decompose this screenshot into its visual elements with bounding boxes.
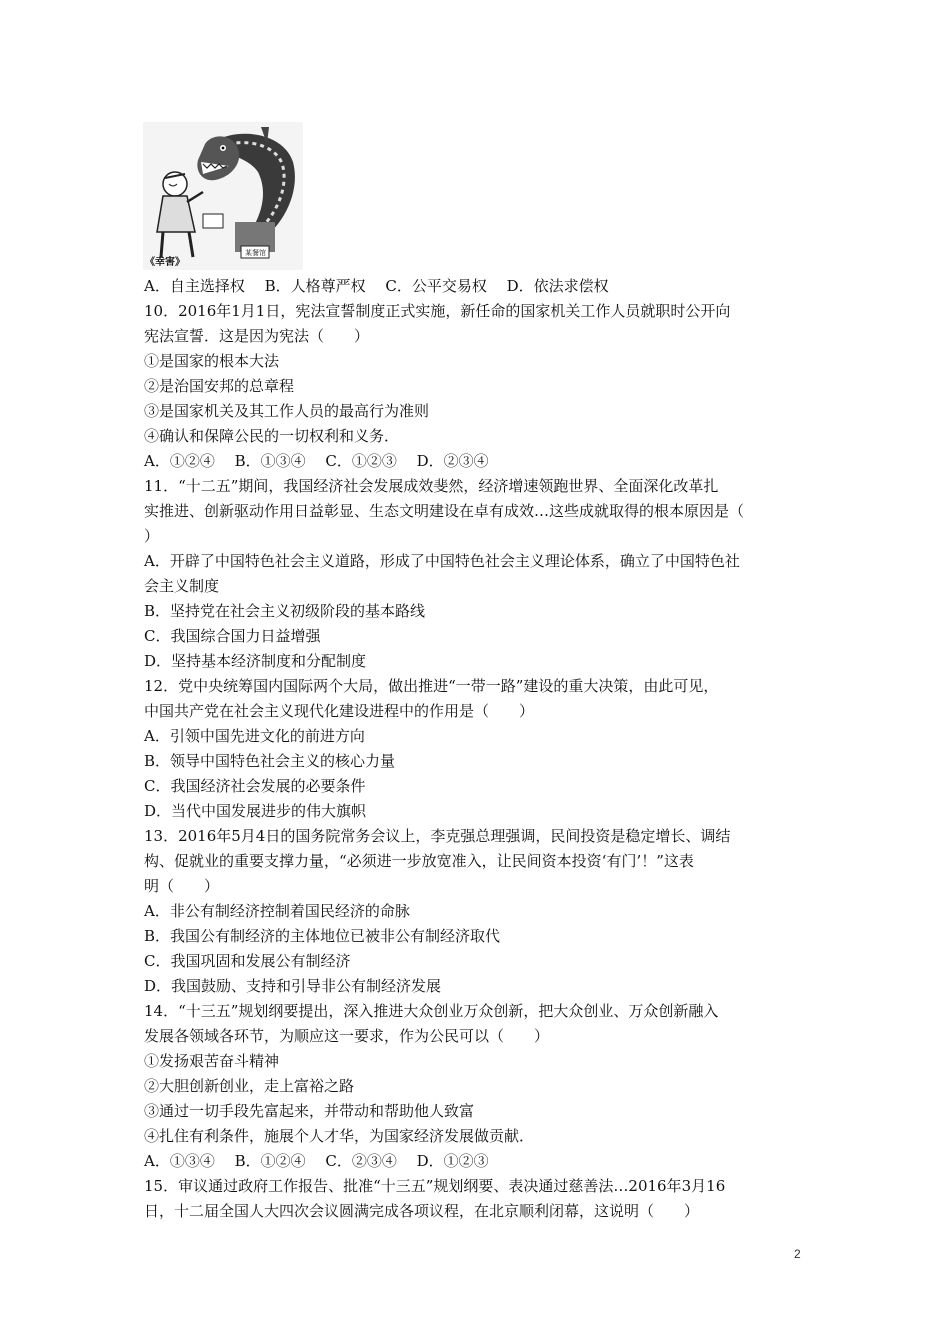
document-body <box>144 274 809 1224</box>
q11-option: D．坚持基本经济制度和分配制度 <box>144 652 367 670</box>
q12-stem-line: 12．党中央统筹国内国际两个大局，做出推进“一带一路”建设的重大决策，由此可见， <box>144 677 719 695</box>
q14-stem-line: 发展各领域各环节，为顺应这一要求，作为公民可以（ ） <box>144 1027 550 1045</box>
q10-item: ②是治国安邦的总章程 <box>144 377 295 395</box>
q13-option: C．我国巩固和发展公有制经济 <box>144 952 351 970</box>
q12-option: D．当代中国发展进步的伟大旗帜 <box>144 802 367 820</box>
q13-stem-line: 13．2016年5月4日的国务院常务会议上，李克强总理强调，民间投资是稳定增长、调结 <box>144 827 731 845</box>
q13-option: B．我国公有制经济的主体地位已被非公有制经济取代 <box>144 927 501 945</box>
q14-item: ③通过一切手段先富起来，并带动和帮助他人致富 <box>144 1102 475 1120</box>
q13-option: A．非公有制经济控制着国民经济的命脉 <box>144 902 410 920</box>
q12-option: A．引领中国先进文化的前进方向 <box>144 727 365 745</box>
cartoon-illustration <box>143 122 303 270</box>
q15-stem-line: 日，十二届全国人大四次会议圆满完成各项议程，在北京顺利闭幕，这说明（ ） <box>144 1202 700 1220</box>
q14-item: ④扎住有利条件，施展个人才华，为国家经济发展做贡献． <box>144 1127 535 1145</box>
q12-option: B．领导中国特色社会主义的核心力量 <box>144 752 396 770</box>
q10-stem-line: 10．2016年1月1日，宪法宣誓制度正式实施，新任命的国家机关工作人员就职时公开向 <box>144 302 731 320</box>
q11-option: A．开辟了中国特色社会主义道路，形成了中国特色社会主义理论体系，确立了中国特色社 <box>144 552 740 570</box>
q10-stem-line: 宪法宣誓．这是因为宪法（ ） <box>144 327 370 345</box>
q11-stem-line: ） <box>144 527 160 545</box>
q14-item: ①发扬艰苦奋斗精神 <box>144 1052 280 1070</box>
q12-option: C．我国经济社会发展的必要条件 <box>144 777 366 795</box>
q14-stem-line: 14．“十三五”规划纲要提出，深入推进大众创业万众创新，把大众创业、万众创新融入 <box>144 1002 719 1020</box>
q10-item: ③是国家机关及其工作人员的最高行为准则 <box>144 402 430 420</box>
q11-option: B．坚持党在社会主义初级阶段的基本路线 <box>144 602 426 620</box>
q10-options: A．①②④ B．①③④ C．①②③ D．②③④ <box>144 452 489 470</box>
q9-options: A．自主选择权 B．人格尊严权 C．公平交易权 D．依法求偿权 <box>144 277 609 295</box>
q13-option: D．我国鼓励、支持和引导非公有制经济发展 <box>144 977 442 995</box>
q14-item: ②大胆创新创业，走上富裕之路 <box>144 1077 355 1095</box>
q15-stem-line: 15．审议通过政府工作报告、批准“十三五”规划纲要、表决通过慈善法…2016年3月16 <box>144 1177 726 1195</box>
q11-stem-line: 11．“十二五”期间，我国经济社会发展成效斐然，经济增速领跑世界、全面深化改革扎 <box>144 477 719 495</box>
page-number: 2 <box>794 1247 801 1261</box>
q11-stem-line: 实推进、创新驱动作用日益彰显、生态文明建设在卓有成效…这些成就取得的根本原因是（ <box>144 502 745 520</box>
cartoon-caption: 《幸害》 <box>145 257 185 268</box>
q11-option: C．我国综合国力日益增强 <box>144 627 321 645</box>
q13-stem-line: 构、促就业的重要支撑力量，“必须进一步放宽准入，让民间资本投资‘有门’！”这表 <box>144 852 694 870</box>
q10-item: ④确认和保障公民的一切权利和义务． <box>144 427 400 445</box>
q13-stem-line: 明（ ） <box>144 877 220 895</box>
cartoon-sign-label: 某餐馆 <box>245 249 266 257</box>
q10-item: ①是国家的根本大法 <box>144 352 280 370</box>
q14-options: A．①③④ B．①②④ C．②③④ D．①②③ <box>144 1152 489 1170</box>
q11-option: 会主义制度 <box>144 577 220 595</box>
q12-stem-line: 中国共产党在社会主义现代化建设进程中的作用是（ ） <box>144 702 535 720</box>
